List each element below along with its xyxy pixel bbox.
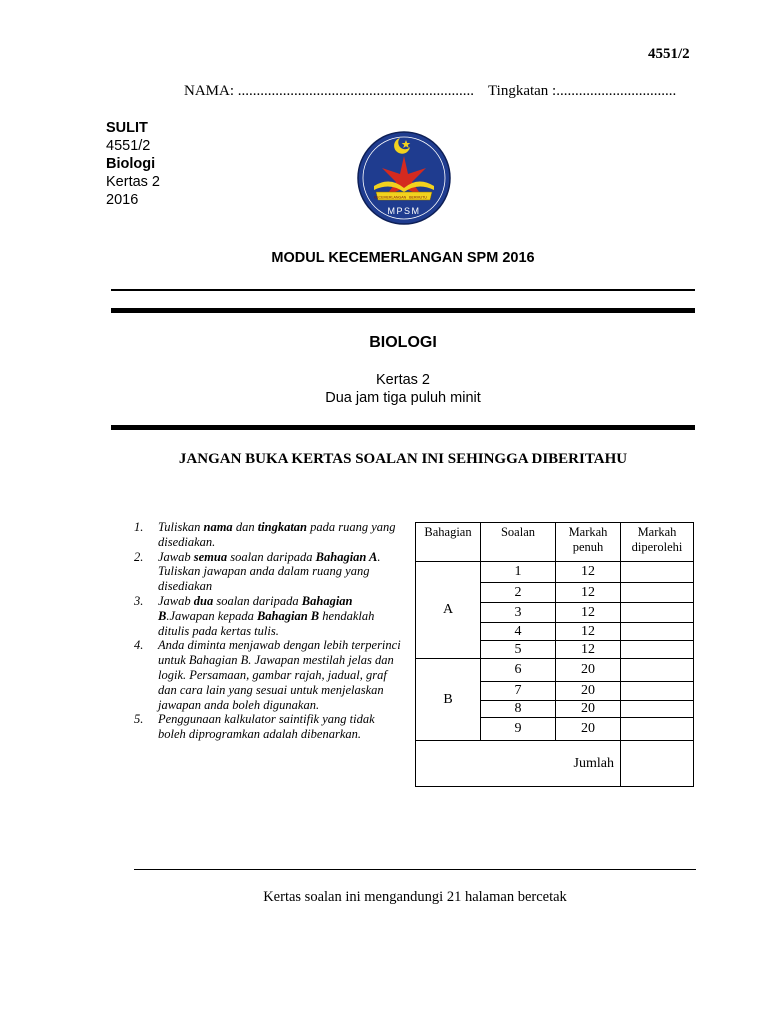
subject-name: Biologi	[106, 156, 156, 172]
header-section: Bahagian	[416, 523, 481, 562]
instruction-item	[134, 638, 404, 712]
instruction-item	[134, 520, 404, 550]
table-header-row	[416, 523, 694, 562]
instruction-number: 2.	[134, 549, 144, 564]
footer-divider	[134, 869, 696, 870]
table-row	[416, 659, 694, 682]
paper-details	[0, 371, 768, 407]
marks-obtained-cell	[621, 641, 694, 659]
paper-number: Kertas 2	[106, 174, 160, 190]
full-marks: 20	[556, 701, 621, 718]
full-marks: 20	[556, 718, 621, 741]
marks-obtained-cell	[621, 603, 694, 623]
question-number: 5	[481, 641, 556, 659]
instruction-emphasis: Bahagian B	[256, 608, 320, 623]
total-label: Jumlah	[416, 741, 621, 787]
marks-obtained-cell	[621, 562, 694, 583]
divider-line-thick	[111, 425, 695, 430]
question-number: 6	[481, 659, 556, 682]
table-row	[416, 562, 694, 583]
subject-title: BIOLOGI	[369, 334, 437, 351]
marks-obtained-cell	[621, 583, 694, 603]
question-number: 9	[481, 718, 556, 741]
instruction-text: Tuliskan	[158, 520, 204, 534]
full-marks: 12	[556, 562, 621, 583]
total-marks-cell	[621, 741, 694, 787]
instruction-number: 3.	[134, 593, 144, 608]
marks-table	[415, 522, 694, 787]
instruction-text: dan	[232, 520, 258, 534]
instruction-text: Jawab	[158, 593, 194, 608]
name-class-line	[184, 83, 676, 100]
instruction-number: 5.	[134, 712, 144, 727]
instruction-item	[134, 550, 404, 594]
instruction-text: soalan daripada	[227, 549, 316, 564]
module-title: MODUL KECEMERLANGAN SPM 2016	[271, 250, 535, 266]
duration-label: Dua jam tiga puluh minit	[325, 390, 481, 406]
section-b-label: B	[416, 659, 481, 741]
divider-line	[111, 289, 695, 291]
instruction-emphasis: nama	[203, 520, 233, 534]
paper-label: Kertas 2	[376, 372, 430, 388]
paper-year: 2016	[106, 192, 139, 208]
full-marks: 12	[556, 603, 621, 623]
instruction-number: 1.	[134, 520, 144, 534]
full-marks: 20	[556, 659, 621, 682]
marks-obtained-cell	[621, 682, 694, 701]
instruction-text: .Jawapan kepada	[166, 608, 257, 623]
banner-left-text: KECEMERLANGAN	[373, 195, 407, 200]
confidential-label: SULIT	[106, 120, 148, 136]
question-number: 8	[481, 701, 556, 718]
total-row	[416, 741, 694, 787]
instruction-emphasis: Bahagian B	[158, 593, 353, 623]
header-question: Soalan	[481, 523, 556, 562]
instruction-text: . Tuliskan jawapan anda dalam ruang yang disediakan	[158, 549, 381, 594]
full-marks: 20	[556, 682, 621, 701]
question-number: 4	[481, 623, 556, 641]
header-full-marks: Markah penuh	[556, 523, 621, 562]
name-field: NAMA: ...............................................................	[184, 83, 475, 99]
mpsm-crest-icon	[356, 130, 452, 226]
instruction-emphasis: dua	[193, 593, 214, 608]
full-marks: 12	[556, 623, 621, 641]
instruction-list	[134, 520, 404, 742]
section-a-label: A	[416, 562, 481, 659]
instruction-text: hendaklah ditulis pada kertas tulis.	[158, 608, 375, 638]
question-number: 2	[481, 583, 556, 603]
divider-line-thick	[111, 308, 695, 313]
marks-obtained-cell	[621, 659, 694, 682]
logo-text: MPSM	[387, 206, 421, 216]
instruction-number: 4.	[134, 638, 144, 653]
instruction-text: Anda diminta menjawab dengan lebih terperinci untuk Bahagian B. Jawapan mestilah jelas dan logik. Persamaan, gambar rajah, jadual, graf dan cara lain yang sesuai untuk menjelaskan jawapan anda boleh digunakan.	[158, 638, 401, 712]
instruction-emphasis: Bahagian A	[315, 549, 378, 564]
warning-text: JANGAN BUKA KERTAS SOALAN INI SEHINGGA DIBERITAHU	[178, 451, 628, 467]
instruction-text: pada ruang yang disediakan.	[158, 520, 396, 549]
instruction-text: Penggunaan kalkulator saintifik yang tidak boleh diprogramkan adalah dibenarkan.	[158, 712, 375, 742]
instruction-emphasis: semua	[193, 549, 228, 564]
question-number: 7	[481, 682, 556, 701]
instruction-emphasis: tingkatan	[257, 520, 308, 534]
marks-obtained-cell	[621, 701, 694, 718]
instruction-item	[134, 712, 404, 742]
banner-right-text: BERMUTU	[409, 195, 427, 200]
marks-obtained-cell	[621, 623, 694, 641]
instruction-text: soalan daripada	[213, 593, 302, 608]
full-marks: 12	[556, 641, 621, 659]
paper-code: 4551/2	[648, 46, 690, 62]
marks-obtained-cell	[621, 718, 694, 741]
paper-info	[106, 119, 160, 209]
full-marks: 12	[556, 583, 621, 603]
question-number: 3	[481, 603, 556, 623]
class-field: Tingkatan :................................	[488, 83, 677, 99]
paper-code-left: 4551/2	[106, 138, 151, 154]
page-count-note: Kertas soalan ini mengandungi 21 halaman bercetak	[263, 889, 567, 905]
question-number: 1	[481, 562, 556, 583]
header-marks-obtained: Markah diperolehi	[621, 523, 694, 562]
instruction-item	[134, 594, 404, 638]
instruction-text: Jawab	[158, 549, 194, 564]
